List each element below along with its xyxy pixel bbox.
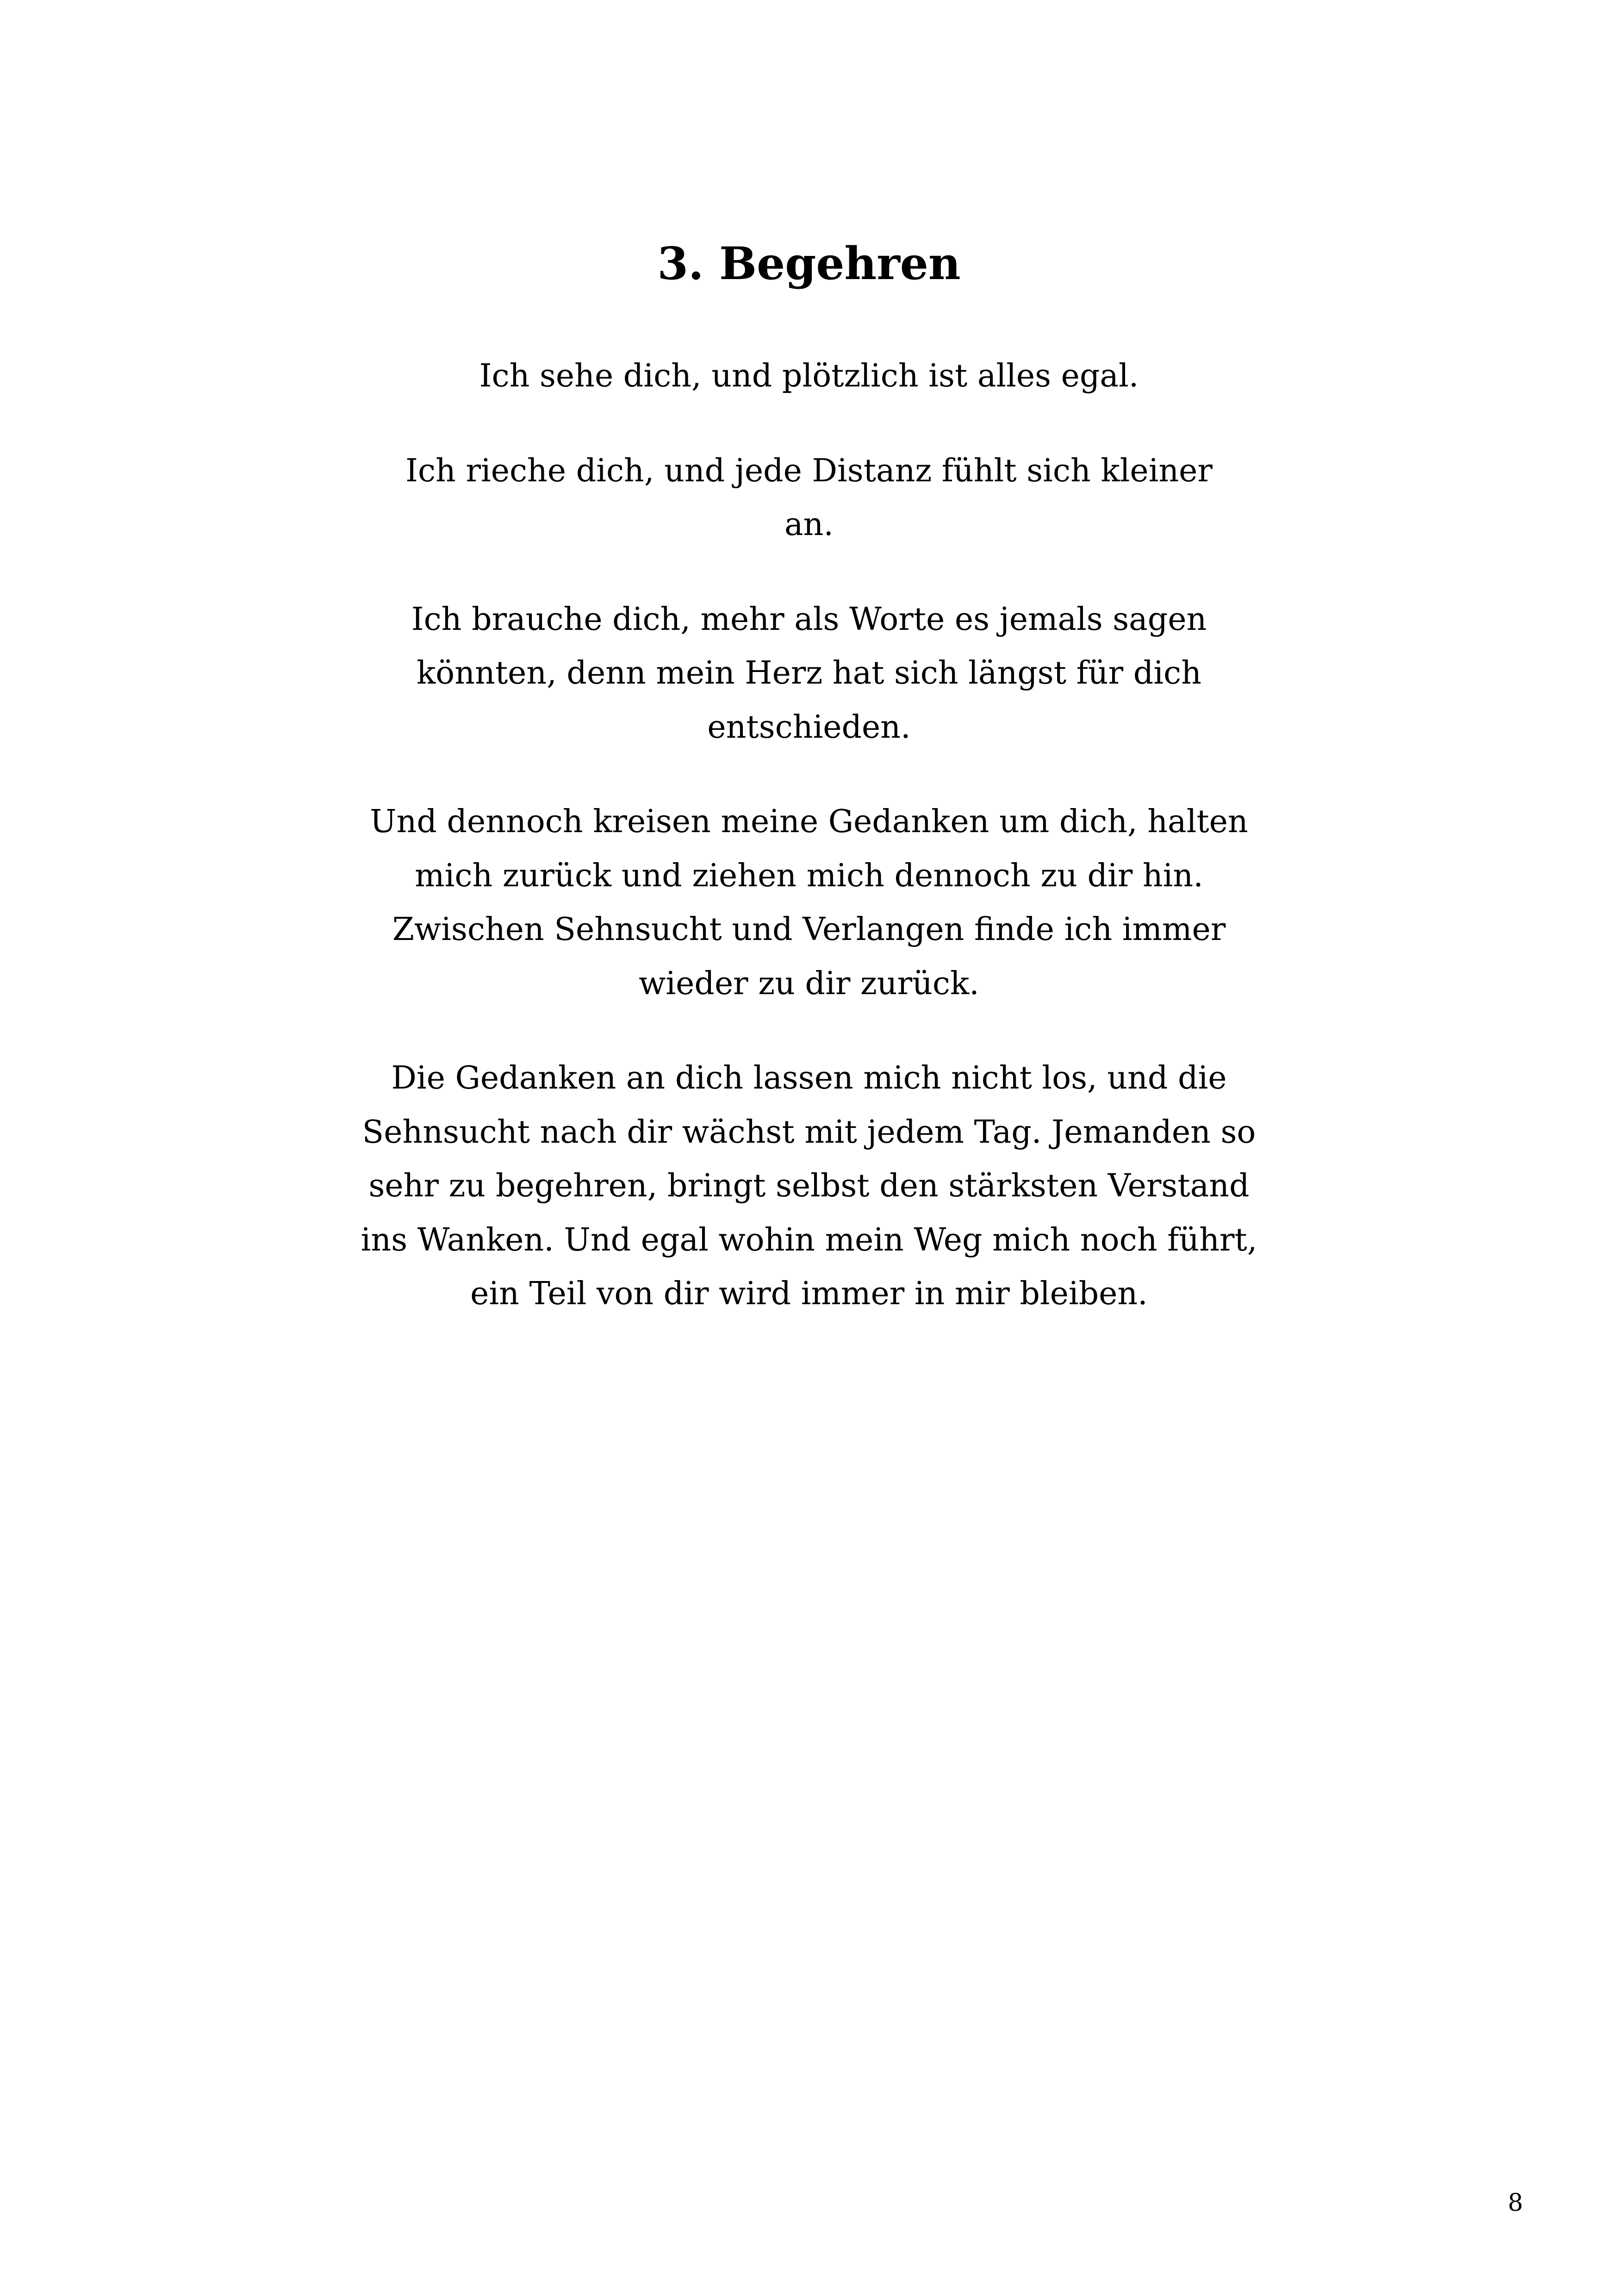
stanza-2: Ich rieche dich, und jede Distanz fühlt sich kleiner an. xyxy=(405,452,1213,543)
stanza-3: Ich brauche dich, mehr als Worte es jemals sagen könnten, denn mein Herz hat sich längst für dich entschieden. xyxy=(411,601,1207,746)
poem-body xyxy=(356,234,1262,1362)
page-number: 8 xyxy=(1507,2189,1523,2217)
stanza-5: Die Gedanken an dich lassen mich nicht los, und die Sehnsucht nach dir wächst mit jedem Tag. Jemanden so sehr zu begehren, bringt selbst den stärksten Verstand ins Wanken. Und egal wohin mein Weg mich noch führt, ein Teil von dir wird immer in mir bleiben. xyxy=(361,1060,1257,1312)
stanza-4: Und dennoch kreisen meine Gedanken um dich, halten mich zurück und ziehen mich dennoch zu dir hin. Zwischen Sehnsucht und Verlangen finde ich immer wieder zu dir zurück. xyxy=(370,803,1248,1002)
poem-title: 3. Begehren xyxy=(657,237,961,290)
title-spacer xyxy=(356,294,1262,349)
stanza-1: Ich sehe dich, und plötzlich ist alles egal. xyxy=(479,358,1139,394)
